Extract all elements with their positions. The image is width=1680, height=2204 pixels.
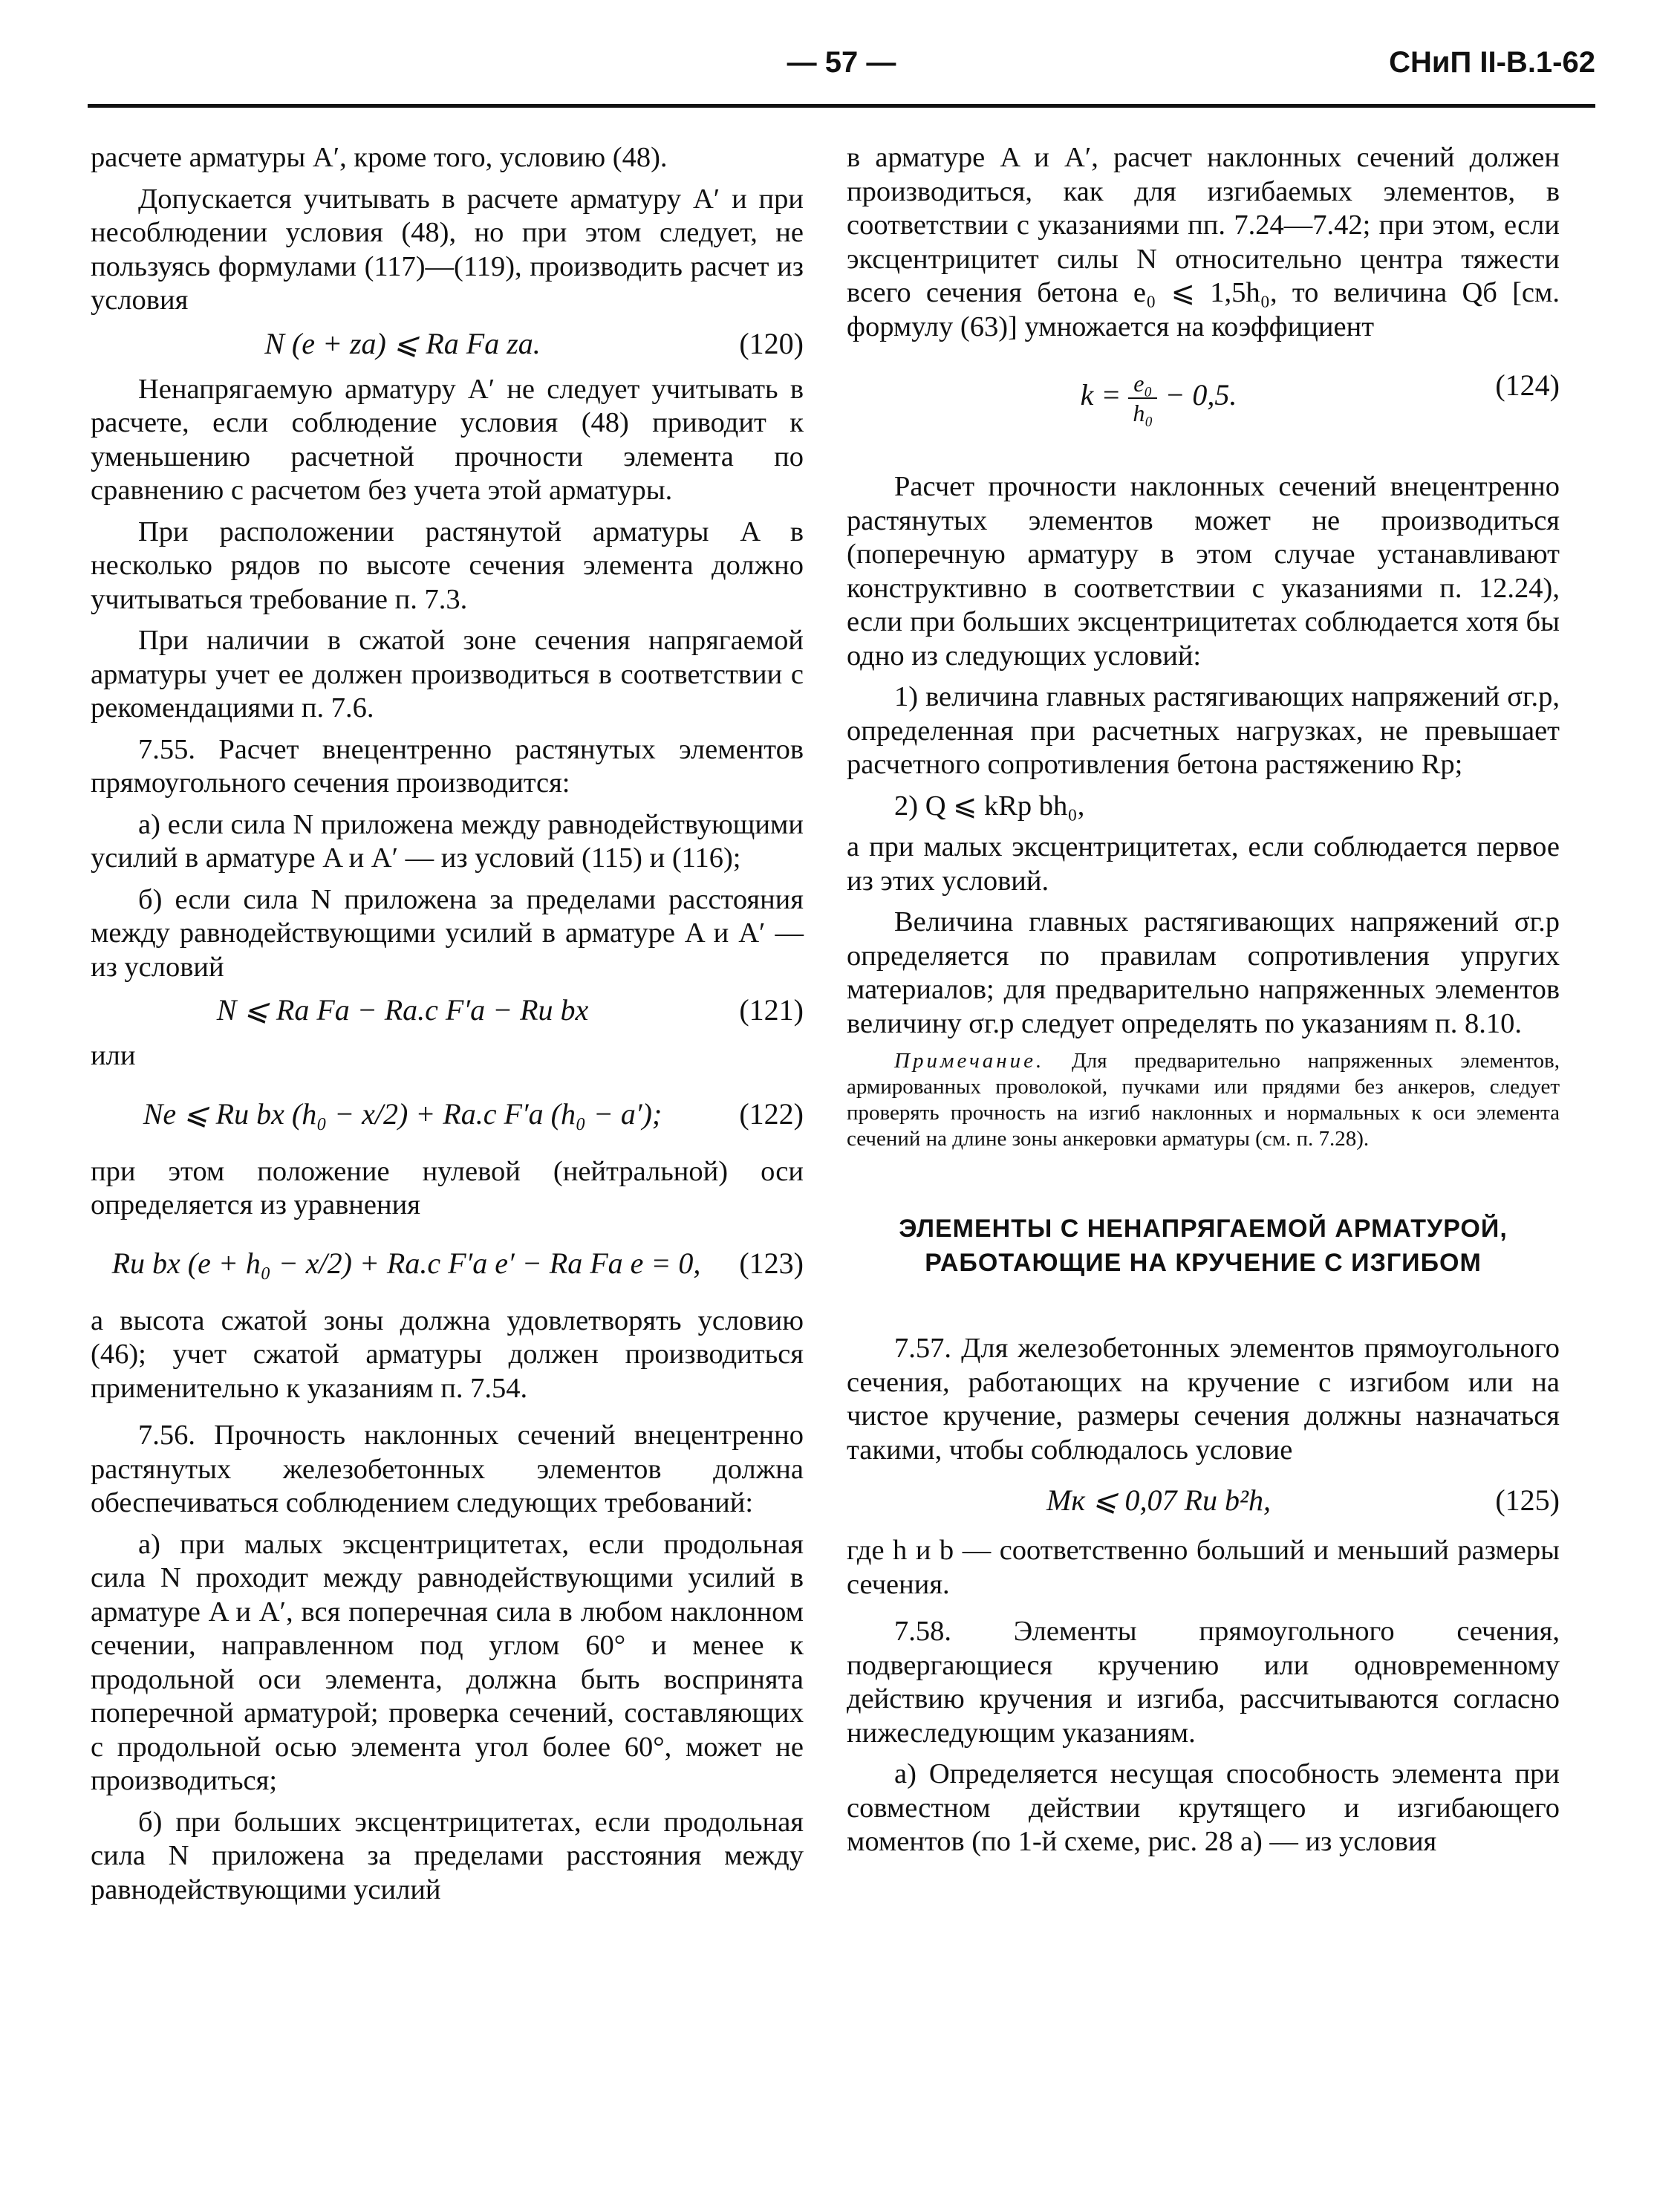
clause-7-56: 7.56. Прочность наклонных сечений внецентренно растянутых железобетонных элементов должна обеспечиваться соблюдением следующих требований: [91,1420,804,1518]
section-title [847,1212,1560,1280]
paragraph: При расположении растянутой арматуры A в несколько рядов по высоте сечения элемента должно учитываться требование п. 7.3. [91,516,804,615]
formula-number: (122) [739,1096,804,1131]
formula-125 [847,1482,1560,1519]
paragraph: Ненапрягаемую арматуру A′ не следует учитывать в расчете, если соблюдение условия (48) приводит к уменьшению расчетной прочности элемента по сравнению с расчетом без учета этой арматуры. [91,373,804,506]
paragraph: а высота сжатой зоны должна удовлетворять условию (46); учет сжатой арматуры должен производиться применительно к указаниям п. 7.54. [91,1304,804,1404]
paragraph: Расчет прочности наклонных сечений внецентренно растянутых элементов может не производиться (поперечную арматуру в этом случае устанавливают конструктивно в соответствии с указаниями п. 12.24), если при больших эксцентрицитетах соблюдается хотя бы одно из следующих условий: [847,471,1560,672]
paragraph: 2) Q ⩽ kRр bh₀, [894,790,1085,822]
paragraph: расчете арматуры A′, кроме того, условию (48). [91,142,668,173]
formula-expression: Mк ⩽ 0,07 Rи b²h, [1046,1483,1271,1517]
formula-120 [91,325,804,363]
formula-123 [91,1245,804,1282]
paragraph: Величина главных растягивающих напряжений σг.р определяется по правилам сопротивления упругих материалов; для предварительно напряженных элементов величину σг.р следует определять по указаниям п. 8.10. [847,906,1560,1039]
formula-number: (121) [739,993,804,1027]
header-rule [88,104,1595,108]
document-code: СНиП II-В.1-62 [1389,46,1595,79]
paragraph: а) при малых эксцентрицитетах, если продольная сила N проходит между равнодействующими усилий в арматуре A и A′, вся поперечная сила в любом наклонном сечении, направленном под углом 60° и менее к продольной оси элемента, должна быть воспринята поперечной арматурой; проверка сечений, составляющих с продольной осью элемента угол более 60°, может не производиться; [91,1528,804,1796]
paragraph: б) если сила N приложена за пределами расстояния между равнодействующими усилий в арматуре A и A′ — из условий [91,883,804,983]
right-column [847,141,1560,1867]
clause-7-58: 7.58. Элементы прямоугольного сечения, подвергающиеся кручению или одновременному действию кручения и изгиба, рассчитываются согласно нижеследующим указаниям. [847,1616,1560,1749]
fraction-numerator: e₀ [1128,369,1157,399]
formula-expression: N (e + zа) ⩽ Rа Fа zа. [264,326,541,360]
formula-number: (125) [1495,1483,1560,1517]
paragraph: б) при больших эксцентрицитетах, если продольная сила N приложена за пределами расстояния между равнодействующими усилий [91,1806,804,1905]
paragraph: или [91,1040,136,1071]
paragraph: Допускается учитывать в расчете арматуру A′ и при несоблюдении условия (48), но при этом следует, не пользуясь формулами (117)—(119), производить расчет из условия [91,183,804,316]
paragraph: а) если сила N приложена между равнодействующими усилий в арматуре A и A′ — из условий (115) и (116); [91,808,804,874]
formula-lhs: k = [1080,378,1121,412]
paragraph: в арматуре A и A′, расчет наклонных сечений должен производиться, как для изгибаемых элементов, в соответствии с указаниями пп. 7.24—7.42; при этом, если эксцентрицитет силы N относительно центра тяжести всего сечения бетона e₀ ⩽ 1,5h₀, то величина Qб [см. формулу (63)] умножается на коэффициент [847,142,1560,342]
page-number: — 57 — [787,46,896,79]
formula-expression: Rи bx (e + h₀ − x/2) + Rа.с F′а e′ − Rа Fа e = 0, [111,1246,701,1280]
section-title-line: РАБОТАЮЩИЕ НА КРУЧЕНИЕ С ИЗГИБОМ [925,1249,1482,1277]
fraction-denominator: h₀ [1133,400,1153,426]
formula-121 [91,992,804,1029]
paragraph: 1) величина главных растягивающих напряжений σг.р, определенная при расчетных нагрузках, не превышает расчетного сопротивления бетона растяжению Rр; [847,681,1560,780]
formula-122 [91,1096,804,1133]
note-label: Примечание. [894,1049,1045,1073]
clause-7-57: 7.57. Для железобетонных элементов прямоугольного сечения, работающих на кручение с изгибом или на чистое кручение, размеры сечения должны назначаться такими, чтобы соблюдалось условие [847,1333,1560,1466]
paragraph: при этом положение нулевой (нейтральной) оси определяется из уравнения [91,1155,804,1220]
paragraph: При наличии в сжатой зоне сечения напрягаемой арматуры учет ее должен производиться в соответствии с рекомендациями п. 7.6. [91,625,804,724]
formula-number: (124) [1495,368,1560,402]
clause-7-55: 7.55. Расчет внецентренно растянутых элементов прямоугольного сечения производится: [91,733,804,799]
formula-number: (120) [739,326,804,360]
paragraph: а) Определяется несущая способность элемента при совместном действии крутящего и изгибающего моментов (по 1-й схеме, рис. 28 а) — из условия [847,1758,1560,1857]
paragraph: где h и b — соответственно больший и меньший размеры сечения. [847,1535,1560,1600]
formula-expression: Ne ⩽ Rи bx (h₀ − x/2) + Rа.с F′а (h₀ − a′); [143,1096,662,1131]
note-text: Для предварительно напряженных элементов, армированных проволокой, пучками или прядями без анкеров, следует проверять прочность на изгиб наклонных и нормальных к оси элемента сечений на длине зоны анкеровки арматуры (см. п. 7.28). [847,1049,1560,1151]
page-header [88,46,1595,98]
fraction [1128,369,1157,427]
formula-number: (123) [739,1246,804,1280]
formula-expression: N ⩽ Rа Fа − Rа.с F′а − Rи bx [216,993,589,1027]
note [847,1048,1560,1152]
formula-rhs: − 0,5. [1165,378,1237,412]
formula-124 [847,369,1560,427]
section-title-line: ЭЛЕМЕНТЫ С НЕНАПРЯГАЕМОЙ АРМАТУРОЙ, [899,1215,1508,1243]
paragraph: а при малых эксцентрицитетах, если соблюдается первое из этих условий. [847,831,1560,897]
left-column [91,141,804,1914]
